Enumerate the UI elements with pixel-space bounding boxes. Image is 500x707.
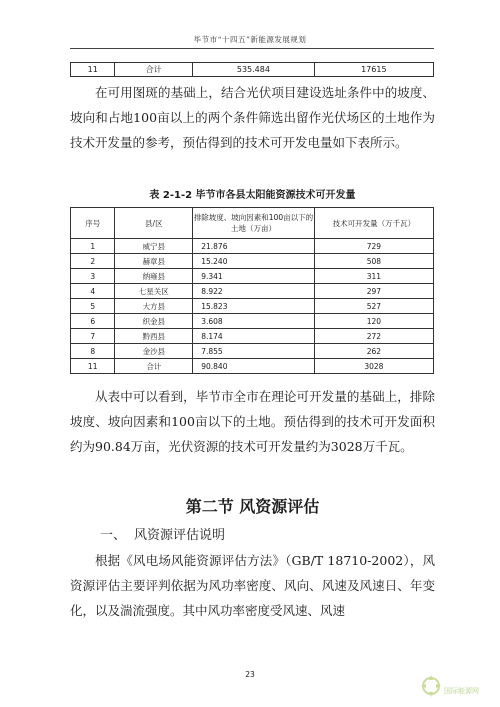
table-cell: 11 [71, 63, 115, 77]
table-cell: 15.823 [193, 299, 314, 314]
table-cell: 金沙县 [115, 344, 193, 359]
watermark-text: 国际能源网 [444, 687, 479, 695]
table-row [71, 314, 434, 329]
subsection-title: 风资源评估说明 [134, 528, 226, 543]
page-number: 23 [245, 670, 255, 679]
table-cell: 9.341 [193, 269, 314, 284]
table-cell: 15.240 [193, 254, 314, 269]
leaf-logo-icon [418, 672, 444, 700]
table-cell: 508 [314, 254, 433, 269]
column-header: 县/区 [115, 208, 193, 239]
table-cell: 1 [71, 239, 115, 254]
table-cell: 120 [314, 314, 433, 329]
table-row [71, 344, 434, 359]
table-row [71, 299, 434, 314]
table-cell: 纳雍县 [115, 269, 193, 284]
table-cell: 3 [71, 269, 115, 284]
table-cell: 赫章县 [115, 254, 193, 269]
table-cell: 21.876 [193, 239, 314, 254]
table-cell: 7.855 [193, 344, 314, 359]
table-cell: 合计 [115, 359, 193, 374]
table-cell: 8 [71, 344, 115, 359]
table-row [71, 269, 434, 284]
table-row [71, 329, 434, 344]
paragraph: 根据《风电场风能资源评估方法》（GB/T 18710-2002），风资源评估主要评判依据为风功率密度、风向、风速及风速日、年变化，以及湍流强度。其中风功率密度受风速、风速 [70, 553, 435, 618]
paragraph: 在可用图斑的基础上，结合光伏项目建设选址条件中的坡度、坡向和占地100亩以上的两个条件筛选出留作光伏场区的土地作为技术开发量的参考，预估得到的技术可开发电量如下表所示。 [70, 85, 435, 150]
table-cell: 90.840 [193, 359, 314, 374]
table-cell: 6 [71, 314, 115, 329]
table-cell: 17615 [314, 63, 433, 77]
subsection-number: 一、 [100, 528, 127, 543]
subsection-heading [100, 524, 225, 543]
table-row [71, 63, 434, 77]
table-cell: 7 [71, 329, 115, 344]
table-cell: 大方县 [115, 299, 193, 314]
table-cell: 311 [314, 269, 433, 284]
table-cell: 七星关区 [115, 284, 193, 299]
watermark [418, 672, 496, 702]
table-header-row [71, 208, 434, 239]
column-header: 序号 [71, 208, 115, 239]
table-caption: 表 2-1-2 毕节市各县太阳能资源技术可开发量 [149, 190, 356, 201]
table-row [71, 359, 434, 374]
table-cell: 297 [314, 284, 433, 299]
solar-capacity-table [70, 207, 434, 374]
section-title: 第二节 风资源评估 [185, 497, 320, 516]
header-rule [70, 48, 434, 49]
column-header: 技术可开发量（万千瓦） [314, 208, 433, 239]
table-cell: 272 [314, 329, 433, 344]
table-row [71, 254, 434, 269]
table-cell: 织金县 [115, 314, 193, 329]
table-cell: 8.922 [193, 284, 314, 299]
table-cell: 4 [71, 284, 115, 299]
column-header: 排除坡度、坡向因素和100亩以下的土地（万亩） [193, 208, 314, 239]
table-cell: 3.608 [193, 314, 314, 329]
table-row [71, 239, 434, 254]
table-cell: 8.174 [193, 329, 314, 344]
table-cell: 2 [71, 254, 115, 269]
table-cell: 3028 [314, 359, 433, 374]
table-cell: 黔西县 [115, 329, 193, 344]
table-cell: 威宁县 [115, 239, 193, 254]
paragraph: 从表中可以看到，毕节市全市在理论可开发量的基础上，排除坡度、坡向因素和100亩以下的土地。预估得到的技术可开发面积约为90.84万亩，光伏资源的技术可开发量约为3028万千瓦。 [70, 389, 435, 454]
table-cell: 527 [314, 299, 433, 314]
continued-table [70, 62, 434, 77]
table-cell: 5 [71, 299, 115, 314]
table-cell: 535.484 [193, 63, 314, 77]
table-cell: 11 [71, 359, 115, 374]
table-cell: 729 [314, 239, 433, 254]
table-cell: 262 [314, 344, 433, 359]
table-row [71, 284, 434, 299]
running-header: 毕节市“十四五”新能源发展规划 [193, 35, 307, 44]
table-cell: 合计 [115, 63, 193, 77]
table-body [71, 239, 434, 374]
